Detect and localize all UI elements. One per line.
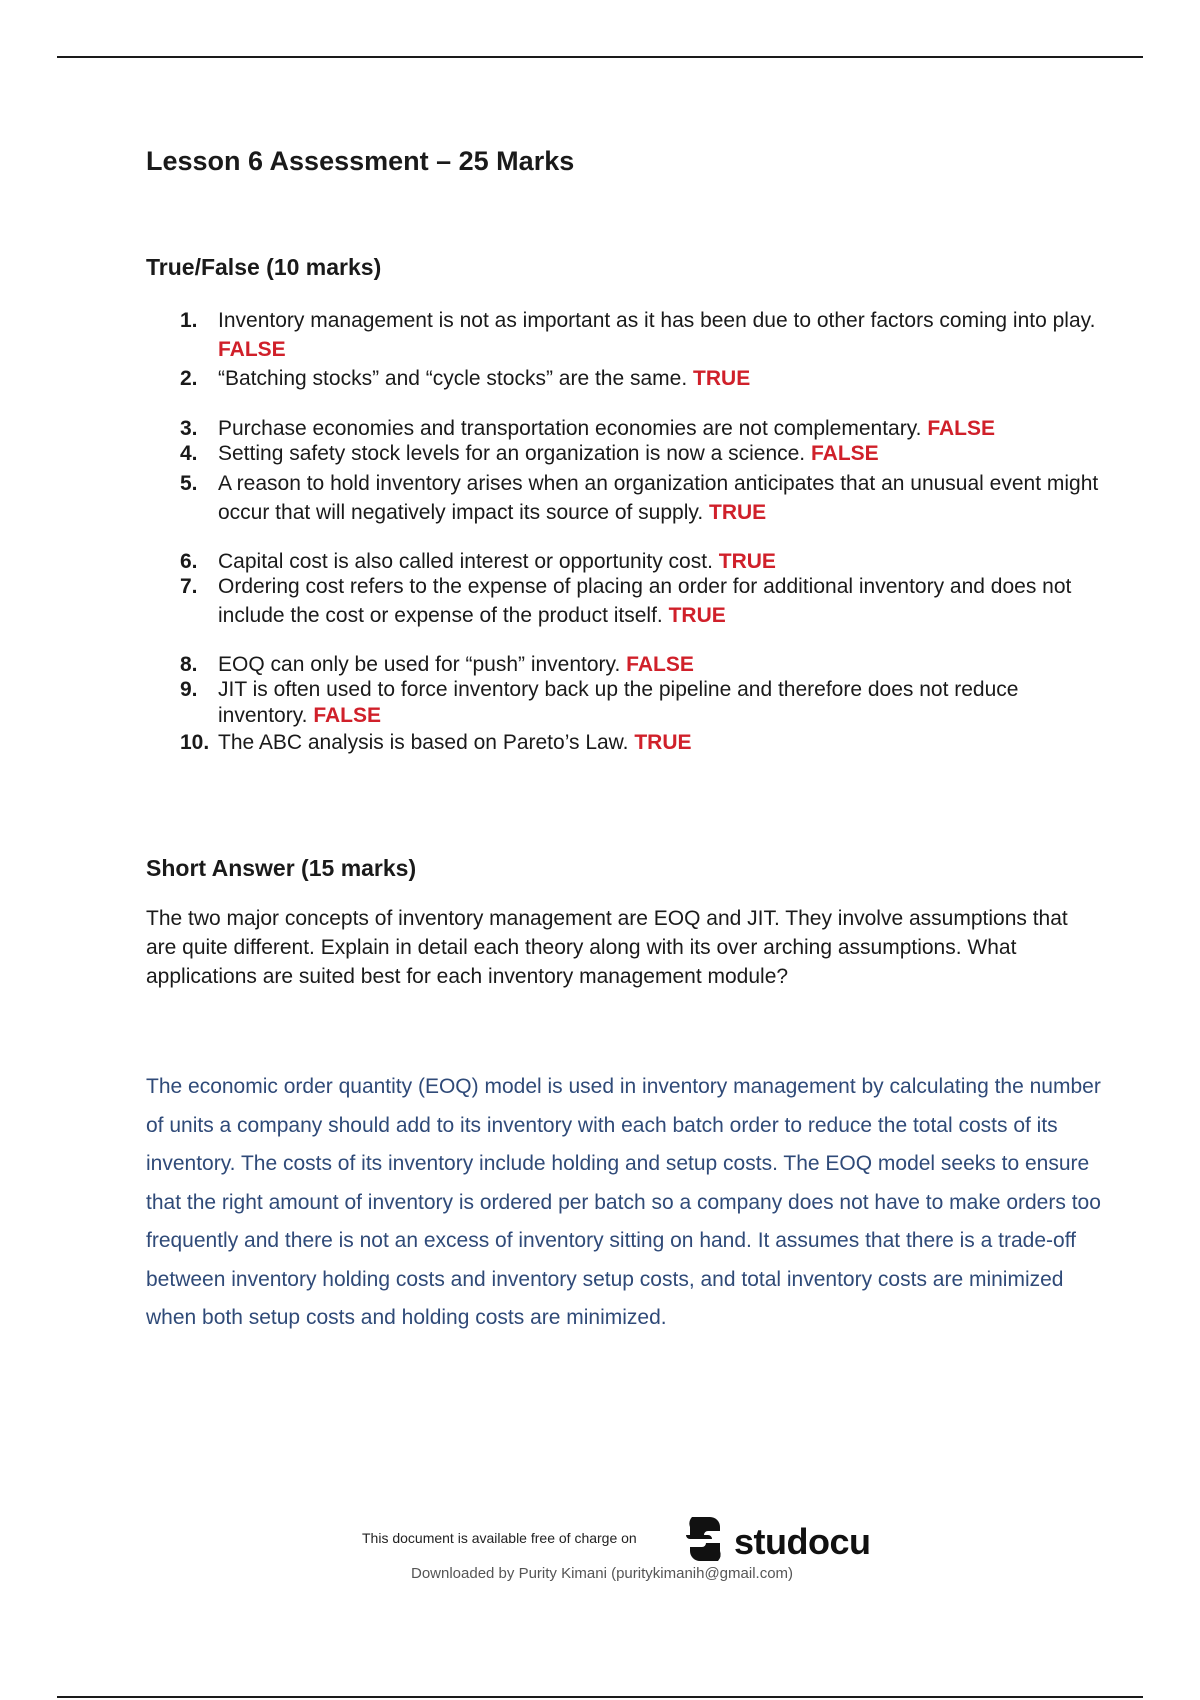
item-number: 6. <box>180 550 198 573</box>
answer-label: FALSE <box>313 704 382 727</box>
item-number: 10. <box>180 731 210 754</box>
list-item <box>180 439 1100 468</box>
item-text: Inventory management is not as important as it has been due to other factors coming into play. <box>218 309 1096 332</box>
item-number: 2. <box>180 367 198 390</box>
answer-label: FALSE <box>927 417 996 440</box>
page-title: Lesson 6 Assessment – 25 Marks <box>146 146 575 176</box>
studocu-logo-text: studocu <box>734 1520 871 1562</box>
answer-label: TRUE <box>718 550 776 573</box>
list-item <box>180 728 1100 757</box>
item-text: A reason to hold inventory arises when an organization anticipates that an unusual event might occur that will negatively impact its source of supply. <box>218 472 1099 524</box>
item-text: Ordering cost refers to the expense of placing an order for additional inventory and does not include the cost or expense of the product itself. <box>218 575 1072 627</box>
item-text: “Batching stocks” and “cycle stocks” are the same. <box>218 367 688 390</box>
item-text: JIT is often used to force inventory back up the pipeline and therefore does not reduce inventory. <box>218 678 1019 727</box>
bottom-rule <box>57 1696 1143 1698</box>
item-number: 4. <box>180 442 198 465</box>
list-item <box>180 306 1100 364</box>
item-number: 7. <box>180 575 198 598</box>
item-number: 9. <box>180 678 198 701</box>
studocu-logo-icon <box>680 1513 730 1570</box>
list-item <box>180 677 1100 729</box>
item-text: Setting safety stock levels for an organization is now a science. <box>218 442 806 465</box>
item-number: 1. <box>180 309 198 332</box>
studocu-logo[interactable] <box>680 1513 871 1570</box>
list-item <box>180 572 1100 630</box>
footer-availability-text: This document is available free of charge on <box>362 1530 637 1546</box>
answer-label: FALSE <box>218 338 286 361</box>
short-answer-response: The economic order quantity (EOQ) model is used in inventory management by calculating the number of units a company should add to its inventory with each batch order to reduce the total costs of its inventory. The costs of its inventory include holding and setup costs. The EOQ model seeks to ensure that the right amount of inventory is ordered per batch so a company does not have to make orders too frequently and there is not an excess of inventory sitting on hand. It assumes that there is a trade-off between inventory holding costs and inventory setup costs, and total inventory costs are minimized when both setup costs and holding costs are minimized. <box>146 1075 1101 1329</box>
item-text: Capital cost is also called interest or opportunity cost. <box>218 550 713 573</box>
item-number: 8. <box>180 653 198 676</box>
true-false-heading: True/False (10 marks) <box>146 254 382 280</box>
answer-label: TRUE <box>693 367 751 390</box>
footer-downloaded-by: Downloaded by Purity Kimani (puritykimanih@gmail.com) <box>411 1565 794 1582</box>
item-text: Purchase economies and transportation economies are not complementary. <box>218 417 922 440</box>
answer-label: TRUE <box>634 731 692 754</box>
answer-label: FALSE <box>810 442 879 465</box>
answer-label: TRUE <box>709 501 767 524</box>
top-rule <box>57 56 1143 58</box>
item-number: 5. <box>180 472 198 495</box>
answer-label: FALSE <box>626 653 694 676</box>
item-number: 3. <box>180 417 198 440</box>
answer-label: TRUE <box>668 604 726 627</box>
list-item <box>180 469 1100 527</box>
short-answer-heading: Short Answer (15 marks) <box>146 855 417 881</box>
item-text: The ABC analysis is based on Pareto’s Law. <box>218 731 629 754</box>
item-text: EOQ can only be used for “push” inventory. <box>218 653 621 676</box>
short-answer-question: The two major concepts of inventory management are EOQ and JIT. They involve assumptions that are quite different. Explain in detail each theory along with its over arching assumptions. What applications are suited best for each inventory management module? <box>146 907 1068 988</box>
list-item <box>180 650 1100 679</box>
list-item <box>180 364 1100 393</box>
